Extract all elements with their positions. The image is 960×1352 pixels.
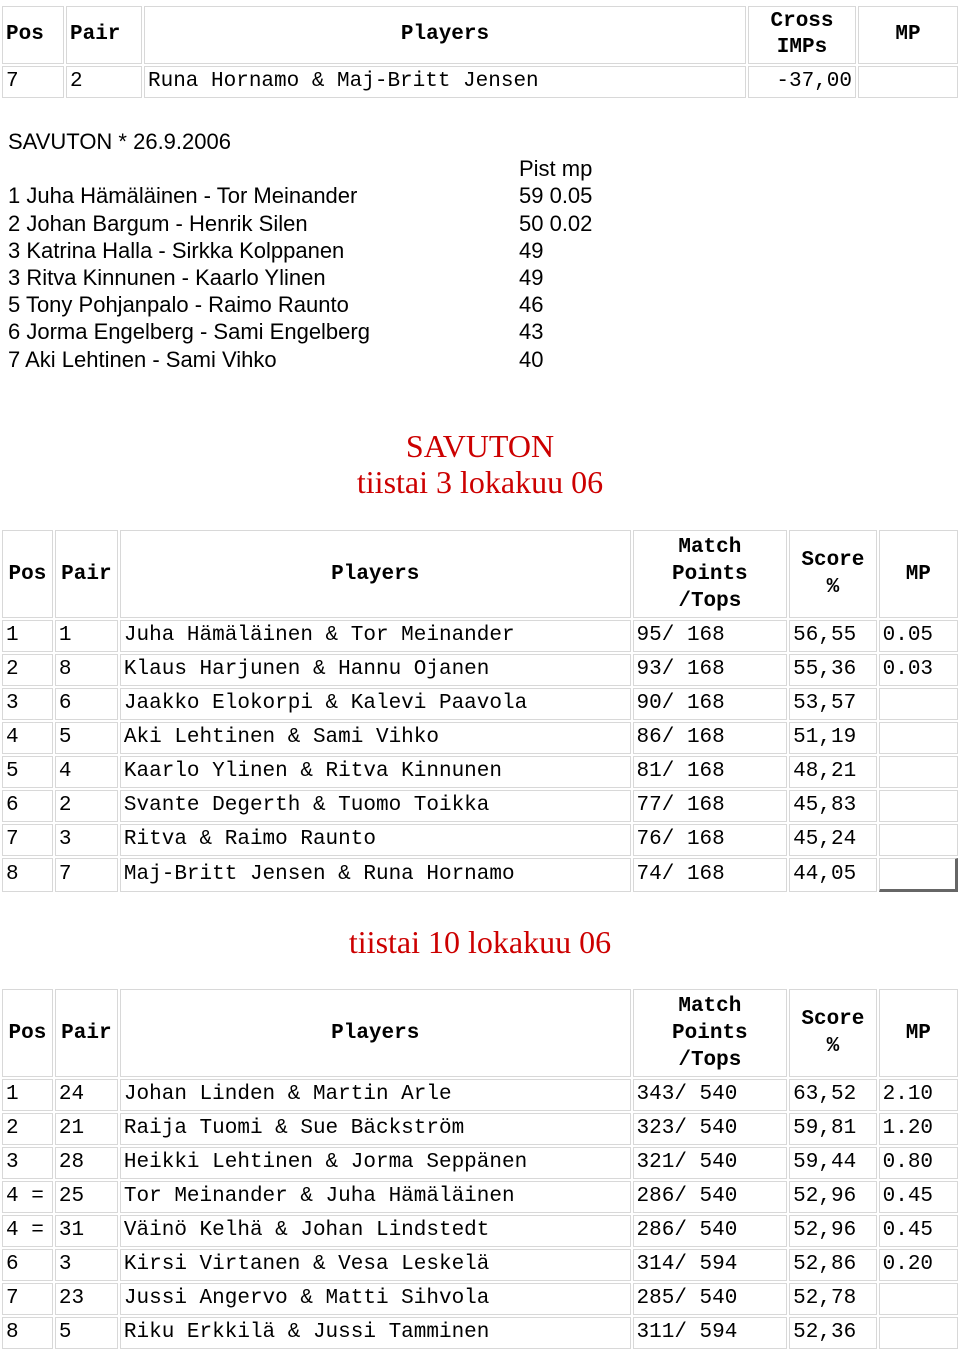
cell-players: Riku Erkkilä & Jussi Tamminen — [120, 1317, 631, 1349]
cell-match-points: 311/ 594 — [633, 1317, 788, 1349]
cell-pair: 1 — [55, 620, 118, 652]
col-mp-header: MP — [858, 6, 958, 64]
cell-score: 51,19 — [789, 722, 876, 754]
section2-title — [0, 924, 960, 960]
section1-title-line2: tiistai 3 lokakuu 06 — [356, 464, 604, 500]
cell-players: Johan Linden & Martin Arle — [120, 1079, 631, 1111]
col-players-header: Players — [120, 989, 631, 1077]
table-row — [2, 1113, 958, 1145]
cell-pair: 5 — [55, 1317, 118, 1349]
col-pos-header: Pos — [2, 989, 53, 1077]
cell-pair: 6 — [55, 688, 118, 720]
table-header-row — [2, 530, 958, 618]
cell-players: Kirsi Virtanen & Vesa Leskelä — [120, 1249, 631, 1281]
col-pos-header: Pos — [2, 6, 64, 64]
cell-pos: 6 — [2, 1249, 53, 1281]
section1-title-line1: SAVUTON — [405, 428, 555, 464]
cell-players: Juha Hämäläinen & Tor Meinander — [120, 620, 631, 652]
table-row — [2, 858, 958, 892]
cell-mp: 0.03 — [879, 654, 958, 686]
table-row — [2, 620, 958, 652]
cell-pair: 3 — [55, 824, 118, 856]
cell-players: Jaakko Elokorpi & Kalevi Paavola — [120, 688, 631, 720]
table-row — [2, 66, 958, 98]
cell-players: Aki Lehtinen & Sami Vihko — [120, 722, 631, 754]
cell-match-points: 95/ 168 — [633, 620, 788, 652]
table-row — [2, 1181, 958, 1213]
cell-pos: 5 — [2, 756, 53, 788]
cell-match-points: 286/ 540 — [633, 1181, 788, 1213]
table-row — [2, 1079, 958, 1111]
col-pair-header: Pair — [66, 6, 142, 64]
col-match-points-header: Match Points /Tops — [633, 989, 788, 1077]
cell-pos: 6 — [2, 790, 53, 822]
cell-pos: 4 = — [2, 1181, 53, 1213]
cell-pair: 31 — [55, 1215, 118, 1247]
table-header-row — [2, 989, 958, 1077]
cell-pos: 7 — [2, 66, 64, 98]
cell-match-points: 286/ 540 — [633, 1215, 788, 1247]
old-results-title: SAVUTON * 26.9.2006 — [8, 129, 231, 154]
cell-match-points: 93/ 168 — [633, 654, 788, 686]
cell-cross-imps: -37,00 — [748, 66, 856, 98]
cell-match-points: 343/ 540 — [633, 1079, 788, 1111]
cell-mp: 2.10 — [879, 1079, 958, 1111]
col-pos-header: Pos — [2, 530, 53, 618]
col-pair-header: Pair — [55, 530, 118, 618]
cell-score: 59,81 — [789, 1113, 876, 1145]
list-item: 7 Aki Lehtinen - Sami Vihko 40 — [8, 346, 544, 372]
cell-pos: 4 — [2, 722, 53, 754]
cell-score: 63,52 — [789, 1079, 876, 1111]
cell-score: 52,36 — [789, 1317, 876, 1349]
col-match-points-header: Match Points /Tops — [633, 530, 788, 618]
cell-pair: 2 — [66, 66, 142, 98]
cell-pair: 7 — [55, 858, 118, 892]
cell-score: 52,96 — [789, 1181, 876, 1213]
table-row — [2, 722, 958, 754]
cell-match-points: 314/ 594 — [633, 1249, 788, 1281]
cell-mp — [879, 1317, 958, 1349]
cell-pair: 25 — [55, 1181, 118, 1213]
cell-score: 45,83 — [789, 790, 876, 822]
list-item: 3 Ritva Kinnunen - Kaarlo Ylinen 49 — [8, 264, 544, 290]
table-row — [2, 688, 958, 720]
cell-pair: 3 — [55, 1249, 118, 1281]
cell-mp — [879, 688, 958, 720]
cell-pos: 1 — [2, 620, 53, 652]
col-score-header: Score % — [789, 530, 876, 618]
cell-score: 45,24 — [789, 824, 876, 856]
list-item: 5 Tony Pohjanpalo - Raimo Raunto 46 — [8, 292, 544, 318]
cell-mp — [879, 1283, 958, 1315]
cell-pair: 4 — [55, 756, 118, 788]
col-players-header: Players — [144, 6, 746, 64]
cell-score: 53,57 — [789, 688, 876, 720]
cell-players: Raija Tuomi & Sue Bäckström — [120, 1113, 631, 1145]
cell-mp: 1.20 — [879, 1113, 958, 1145]
section1-title — [0, 428, 960, 500]
cell-pos: 7 — [2, 1283, 53, 1315]
col-cross-imps-header: Cross IMPs — [748, 6, 856, 64]
old-results-block — [8, 128, 628, 373]
table-row — [2, 1249, 958, 1281]
col-score-header: Score % — [789, 989, 876, 1077]
table-row — [2, 1283, 958, 1315]
cell-score: 48,21 — [789, 756, 876, 788]
cell-score: 55,36 — [789, 654, 876, 686]
cell-pos: 3 — [2, 1147, 53, 1179]
cell-match-points: 321/ 540 — [633, 1147, 788, 1179]
cell-mp — [879, 790, 958, 822]
cell-match-points: 90/ 168 — [633, 688, 788, 720]
cell-mp — [879, 756, 958, 788]
table-row — [2, 1147, 958, 1179]
cell-match-points: 285/ 540 — [633, 1283, 788, 1315]
cell-players: Jussi Angervo & Matti Sihvola — [120, 1283, 631, 1315]
cell-pair: 24 — [55, 1079, 118, 1111]
old-results-header: Pist mp — [519, 156, 593, 182]
section2-title-text: tiistai 10 lokakuu 06 — [348, 924, 612, 960]
cell-players: Klaus Harjunen & Hannu Ojanen — [120, 654, 631, 686]
cell-score: 52,96 — [789, 1215, 876, 1247]
cell-match-points: 86/ 168 — [633, 722, 788, 754]
cell-match-points: 77/ 168 — [633, 790, 788, 822]
cell-mp — [879, 858, 958, 892]
cell-players: Väinö Kelhä & Johan Lindstedt — [120, 1215, 631, 1247]
cell-score: 44,05 — [789, 858, 876, 892]
cell-mp — [858, 66, 958, 98]
table-row — [2, 654, 958, 686]
table-row — [2, 824, 958, 856]
table-row — [2, 1317, 958, 1349]
cell-mp: 0.20 — [879, 1249, 958, 1281]
cell-pair: 5 — [55, 722, 118, 754]
cell-players: Runa Hornamo & Maj-Britt Jensen — [144, 66, 746, 98]
cell-pair: 28 — [55, 1147, 118, 1179]
col-players-header: Players — [120, 530, 631, 618]
cell-pos: 7 — [2, 824, 53, 856]
cell-pair: 2 — [55, 790, 118, 822]
col-mp-header: MP — [879, 989, 958, 1077]
section1-results-table — [0, 528, 960, 894]
cell-mp: 0.05 — [879, 620, 958, 652]
list-item: 1 Juha Hämäläinen - Tor Meinander 59 0.05 — [8, 183, 593, 209]
cell-match-points: 81/ 168 — [633, 756, 788, 788]
cell-players: Maj-Britt Jensen & Runa Hornamo — [120, 858, 631, 892]
col-pair-header: Pair — [55, 989, 118, 1077]
previous-results-table — [0, 4, 960, 100]
cell-match-points: 323/ 540 — [633, 1113, 788, 1145]
table-row — [2, 790, 958, 822]
cell-pos: 1 — [2, 1079, 53, 1111]
cell-pair: 23 — [55, 1283, 118, 1315]
cell-pos: 8 — [2, 858, 53, 892]
cell-mp: 0.80 — [879, 1147, 958, 1179]
cell-score: 52,78 — [789, 1283, 876, 1315]
table-header-row — [2, 6, 958, 64]
cell-pos: 2 — [2, 654, 53, 686]
table-row — [2, 756, 958, 788]
cell-score: 52,86 — [789, 1249, 876, 1281]
cell-players: Svante Degerth & Tuomo Toikka — [120, 790, 631, 822]
cell-players: Kaarlo Ylinen & Ritva Kinnunen — [120, 756, 631, 788]
cell-pos: 2 — [2, 1113, 53, 1145]
cell-mp — [879, 722, 958, 754]
cell-mp: 0.45 — [879, 1215, 958, 1247]
cell-score: 59,44 — [789, 1147, 876, 1179]
cell-players: Heikki Lehtinen & Jorma Seppänen — [120, 1147, 631, 1179]
list-item: 2 Johan Bargum - Henrik Silen 50 0.02 — [8, 210, 593, 236]
cell-match-points: 74/ 168 — [633, 858, 788, 892]
cell-pos: 4 = — [2, 1215, 53, 1247]
col-mp-header: MP — [879, 530, 958, 618]
cell-pair: 21 — [55, 1113, 118, 1145]
list-item: 6 Jorma Engelberg - Sami Engelberg 43 — [8, 319, 544, 345]
cell-match-points: 76/ 168 — [633, 824, 788, 856]
cell-score: 56,55 — [789, 620, 876, 652]
cell-mp — [879, 824, 958, 856]
cell-players: Tor Meinander & Juha Hämäläinen — [120, 1181, 631, 1213]
cell-players: Ritva & Raimo Raunto — [120, 824, 631, 856]
cell-mp: 0.45 — [879, 1181, 958, 1213]
list-item: 3 Katrina Halla - Sirkka Kolppanen 49 — [8, 237, 544, 263]
cell-pos: 8 — [2, 1317, 53, 1349]
cell-pos: 3 — [2, 688, 53, 720]
cell-pair: 8 — [55, 654, 118, 686]
table-row — [2, 1215, 958, 1247]
section2-results-table — [0, 987, 960, 1351]
